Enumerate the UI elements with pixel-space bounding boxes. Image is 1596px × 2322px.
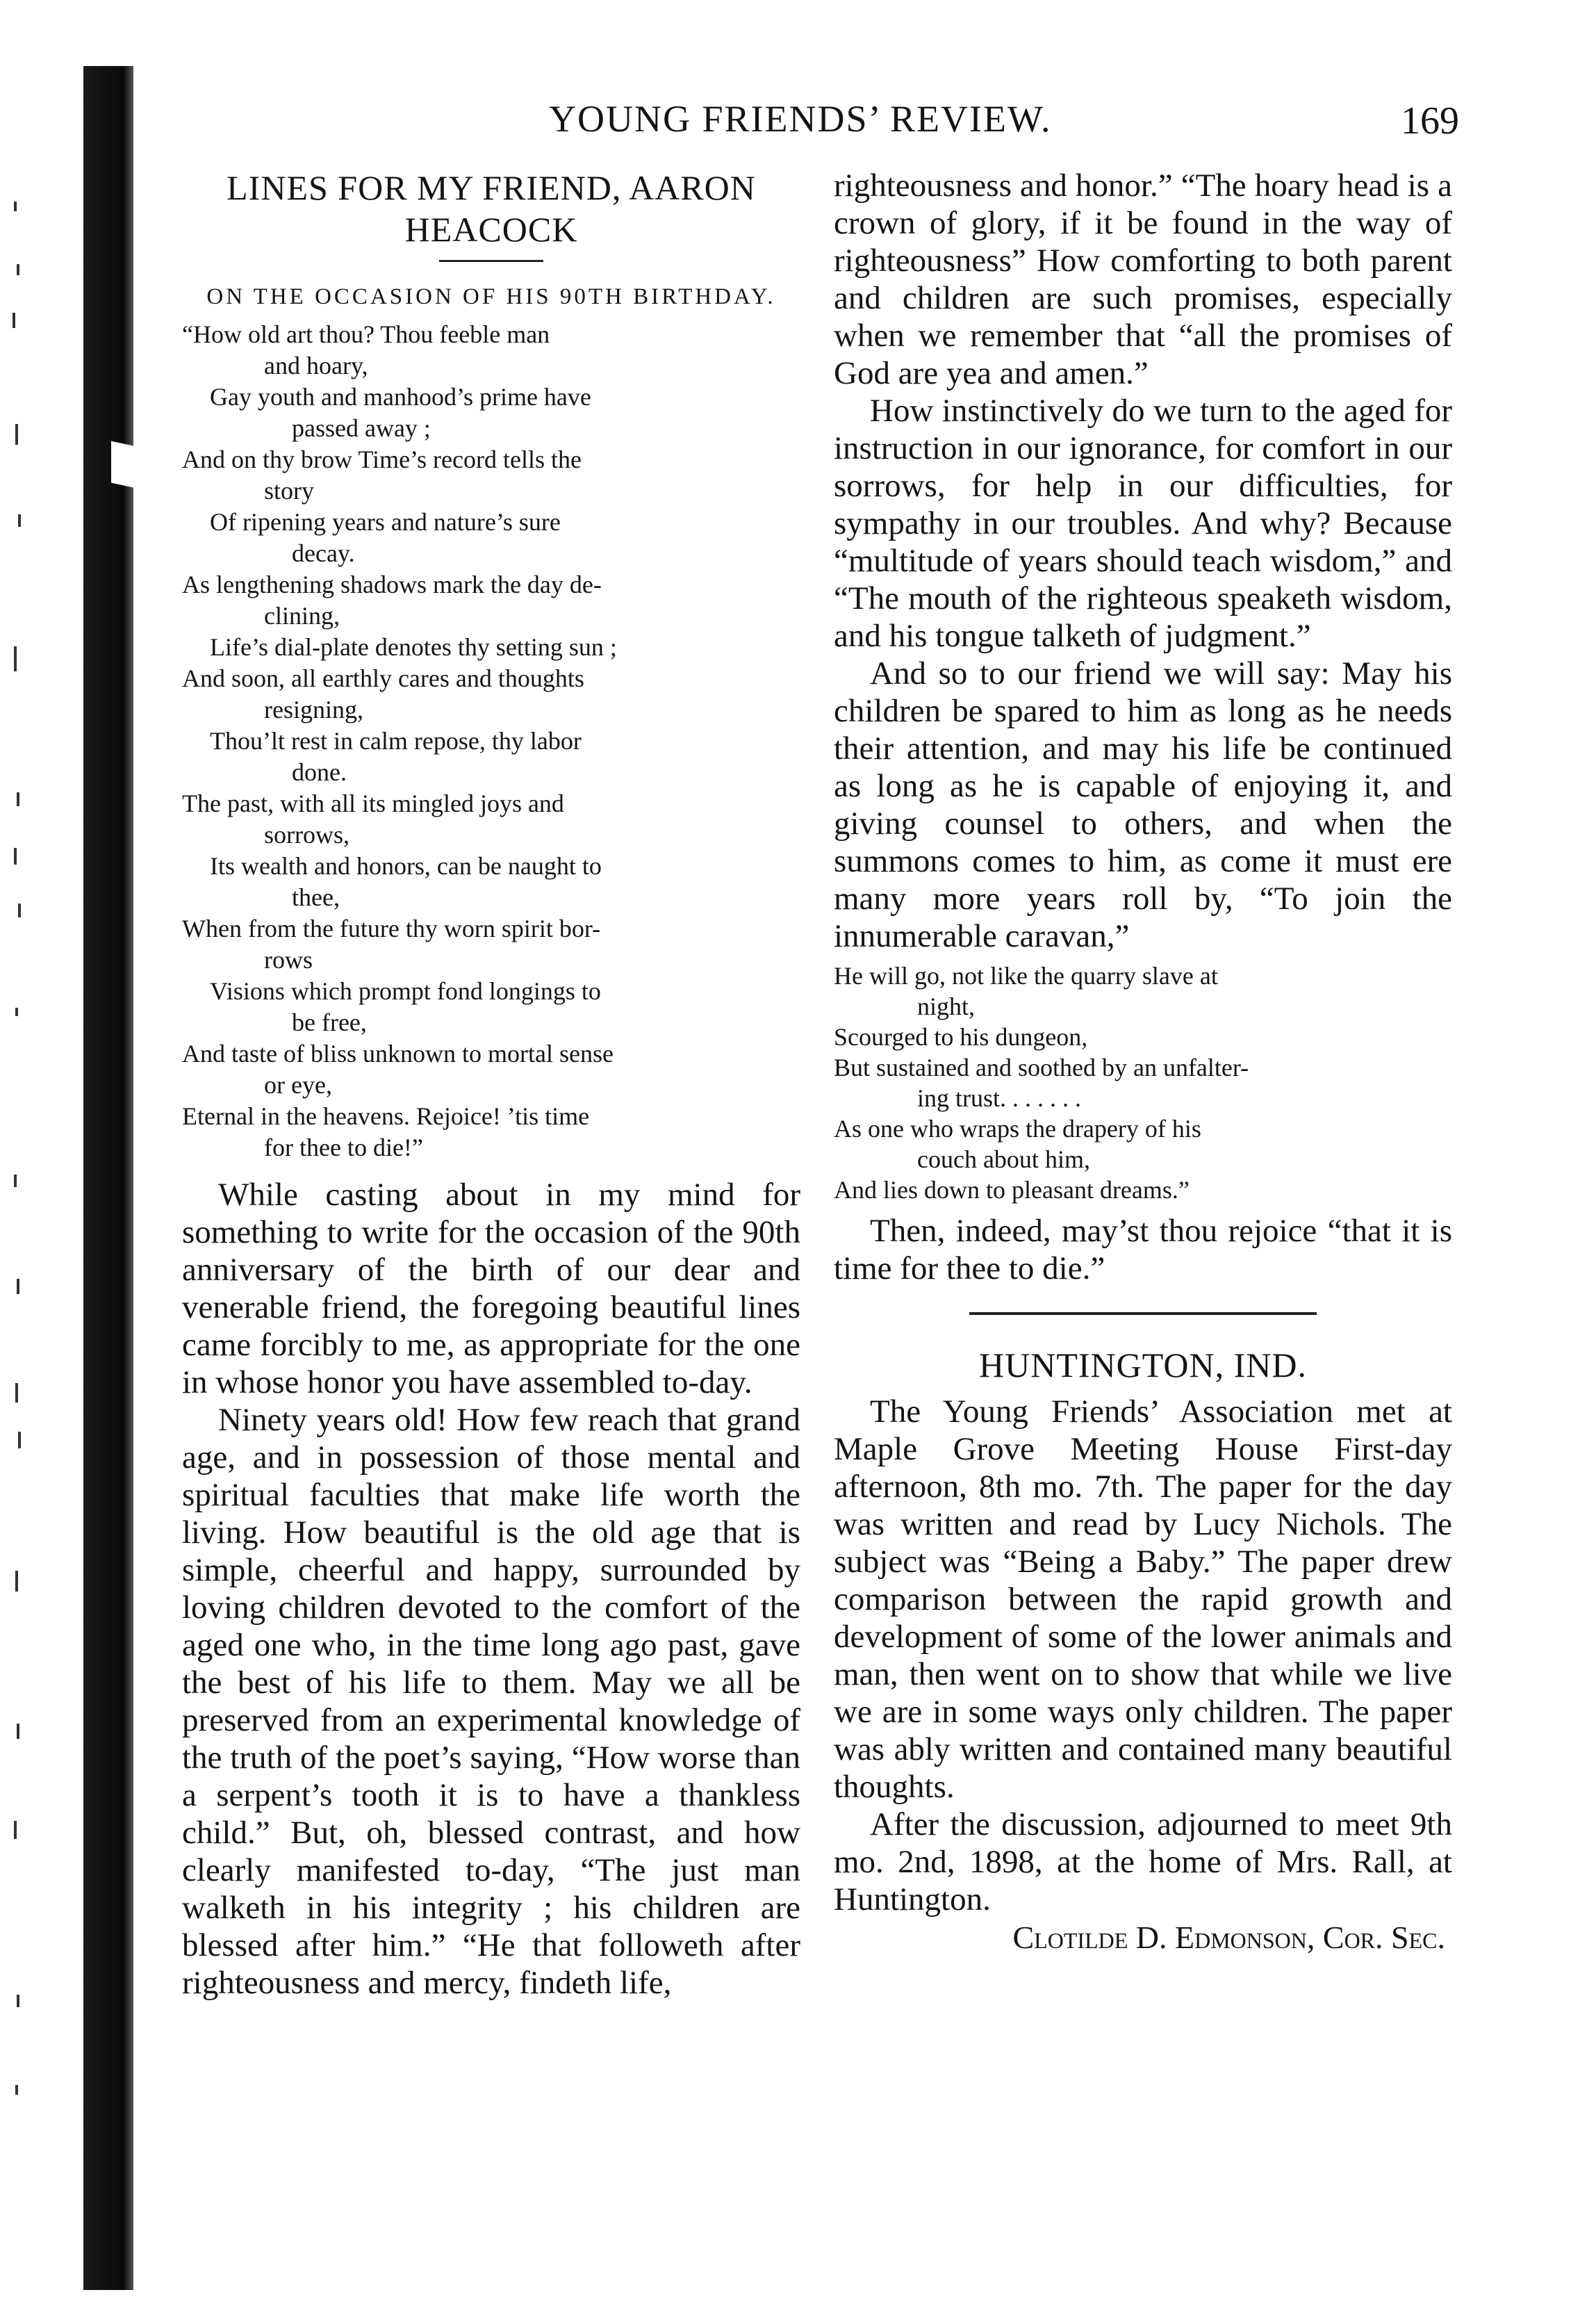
poem-line: Thou’lt rest in calm repose, thy labor done. — [210, 727, 582, 786]
verse-quotation — [834, 960, 1452, 1205]
quote-line: As one who wraps the drapery of his couch about him, — [834, 1115, 1201, 1173]
quote-line: But sustained and soothed by an unfalter- ing trust. . . . . . . — [834, 1054, 1249, 1112]
section-divider — [969, 1312, 1317, 1315]
poem-line: As lengthening shadows mark the day de- clining, — [182, 571, 602, 630]
poem-line: The past, with all its mingled joys and sorrows, — [182, 790, 564, 849]
poem-line: Its wealth and honors, can be naught to thee, — [210, 852, 602, 911]
signature: Clotilde D. Edmonson, Cor. Sec. — [1012, 1919, 1445, 1955]
poem-line: Of ripening years and nature’s sure decay. — [210, 508, 561, 567]
section-heading: HUNTINGTON, IND. — [979, 1345, 1307, 1384]
poem — [182, 319, 800, 1163]
binding-edge — [83, 66, 133, 2290]
poem-line: Life’s dial-plate denotes thy setting sun ; — [210, 633, 617, 661]
poem-line: “How old art thou? Thou feeble man and hoary, — [182, 320, 550, 379]
poem-line: Gay youth and manhood’s prime have passed away ; — [210, 383, 591, 442]
right-column — [834, 167, 1452, 1957]
poem-title: LINES FOR MY FRIEND, AARON HEACOCK — [227, 168, 756, 249]
body-paragraph: How instinctively do we turn to the aged for instruction in our ignorance, for comfort in our sorrows, for help in our difficulties, for sympathy in our troubles. And why? Because “multitude of years should teach wisdom,” and “The mouth of the righteous speaketh wisdom, and his tongue talketh of judgment.” — [834, 393, 1452, 654]
quote-line: He will go, not like the quarry slave at night, — [834, 962, 1218, 1020]
body-paragraph: After the discussion, adjourned to meet 9th mo. 2nd, 1898, at the home of Mrs. Rall, at Huntington. — [834, 1806, 1452, 1918]
binding-notch — [111, 441, 146, 491]
body-paragraph: righteousness and honor.” “The hoary head is a crown of glory, if it be found in the way of righteousness” How comforting to both parent and children are such promises, especially when we remember that “all the promises of God are yea and amen.” — [834, 167, 1452, 391]
closing-paragraph: Then, indeed, may’st thou rejoice “that it is time for thee to die.” — [834, 1213, 1452, 1286]
poem-line: When from the future thy worn spirit bor- rows — [182, 915, 601, 974]
margin-specks — [0, 0, 76, 2322]
poem-occasion: ON THE OCCASION OF HIS 90TH BIRTHDAY. — [206, 284, 776, 309]
poem-line: And on thy brow Time’s record tells the story — [182, 445, 582, 505]
poem-line: Visions which prompt fond longings to be free, — [210, 977, 601, 1036]
quote-line: Scourged to his dungeon, — [834, 1023, 1088, 1051]
title-rule — [439, 260, 543, 262]
quote-line: And lies down to pleasant dreams.” — [834, 1176, 1190, 1204]
body-paragraph: While casting about in my mind for something to write for the occasion of the 90th anniversary of the birth of our dear and venerable friend, the foregoing beautiful lines came forcibly to me, as appropriate for the one in whose honor you have assembled to-day. — [182, 1177, 800, 1400]
running-header — [188, 97, 1459, 153]
page-number: 169 — [1401, 99, 1459, 142]
poem-line: And soon, all earthly cares and thoughts resigning, — [182, 664, 584, 723]
poem-line: And taste of bliss unknown to mortal sense or eye, — [182, 1040, 614, 1099]
body-paragraph: The Young Friends’ Association met at Maple Grove Meeting House First-day afternoon, 8th mo. 7th. The paper for the day was written and read by Lucy Nichols. The subject was “Being a Baby.” The paper drew comparison between the rapid growth and development of some of the lower animals and man, then went on to show that while we live we are in some ways only children. The paper was ably written and contained many beautiful thoughts. — [834, 1393, 1452, 1805]
left-column — [182, 167, 800, 2002]
body-paragraph: And so to our friend we will say: May his children be spared to him as long as he needs their attention, and may his life be continued as long as he is capable of enjoying it, and giving counsel to others, and when the summons comes to him, as come it must ere many more years roll by, “To join the innumerable caravan,” — [834, 655, 1452, 954]
running-title: YOUNG FRIENDS’ REVIEW. — [549, 98, 1052, 140]
body-paragraph: Ninety years old! How few reach that grand age, and in possession of those mental and spiritual faculties that make life worth the living. How beautiful is the old age that is simple, cheerful and happy, surrounded by loving children devoted to the comfort of the aged one who, in the time long ago past, gave the best of his life to them. May we all be preserved from an experimental knowledge of the truth of the poet’s saying, “How worse than a serpent’s tooth it is to have a thankless child.” But, oh, blessed contrast, and how clearly manifested to-day, “The just man walketh in his integrity ; his children are blessed after him.” “He that followeth after righteousness and mercy, findeth life, — [182, 1402, 800, 2001]
poem-line: Eternal in the heavens. Rejoice! ’tis time for thee to die!” — [182, 1102, 590, 1161]
